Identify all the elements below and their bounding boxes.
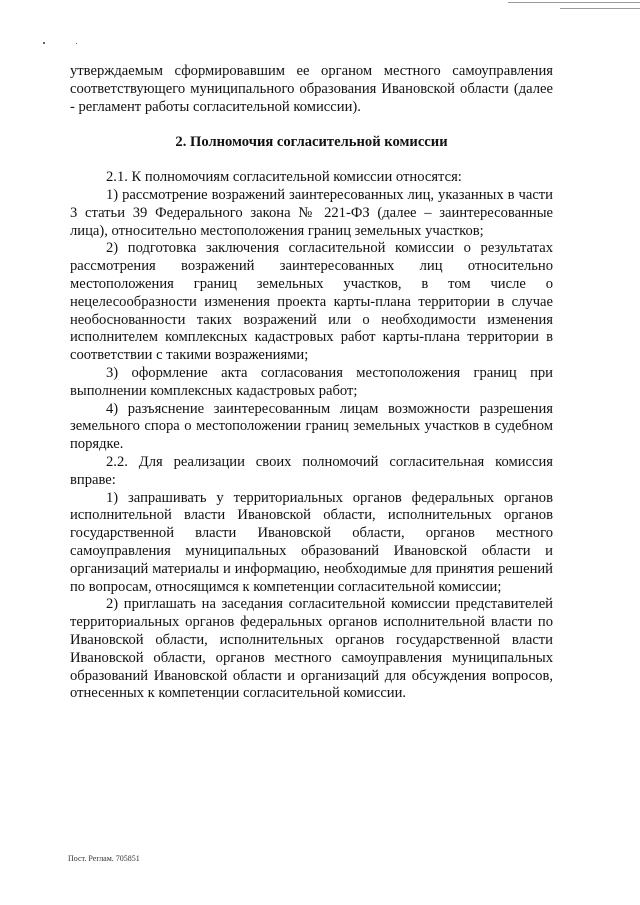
paragraph-2-1-item-3: 3) оформление акта согласования местоположения границ при выполнении комплексных кадастровых работ; <box>70 364 553 399</box>
paragraph-2-2: 2.2. Для реализации своих полномочий согласительная комиссия вправе: <box>70 453 553 488</box>
footer-note: Пост. Реглам. 705851 <box>68 854 140 863</box>
top-border-line-2 <box>560 8 640 9</box>
paragraph-2-1: 2.1. К полномочиям согласительной комиссии относятся: <box>106 169 462 186</box>
scan-speck <box>43 42 45 44</box>
section-heading: 2. Полномочия согласительной комиссии <box>175 134 448 151</box>
intro-paragraph: утверждаемым сформировавшим ее органом местного самоуправления соответствующего муниципального образования Ивановской области (далее - регламент работы согласительной комиссии). <box>70 63 553 115</box>
paragraph-2-1-item-1: 1) рассмотрение возражений заинтересованных лиц, указанных в части 3 статьи 39 Федерального закона № 221-ФЗ (далее – заинтересованные лица), относительно местоположения границ земельных участков; <box>70 186 553 239</box>
paragraph-2-2-item-1: 1) запрашивать у территориальных органов федеральных органов исполнительной власти Ивановской области, исполнительных органов государственной власти Ивановской области, органов местного самоуправления муниципальных образований Ивановской области и организаций материалы и информацию, необходимые для принятия решений по вопросам, относящимся к компетенции согласительной комиссии; <box>70 489 553 595</box>
paragraph-2-2-item-2: 2) приглашать на заседания согласительной комиссии представителей территориальных органов федеральных органов исполнительной власти по Ивановской области, исполнительных органов государственной власти Ивановской области, органов местного самоуправления муниципальных образований Ивановской области и организаций для обсуждения вопросов, отнесенных к компетенции согласительной комиссии. <box>70 596 553 702</box>
paragraph-2-1-item-2: 2) подготовка заключения согласительной комиссии о результатах рассмотрения возражений заинтересованных лиц относительно местоположения границ земельных участков, в том числе о нецелесообразности изменения проекта карты-плана территории в случае необоснованности таких возражений или о необходимости изменения исполнителем комплексных кадастровых работ карты-плана территории в соответствии с такими возражениями; <box>70 240 553 364</box>
top-border-line <box>508 2 640 3</box>
document-body <box>70 63 553 703</box>
scan-speck <box>76 43 77 44</box>
paragraph-2-1-item-4: 4) разъяснение заинтересованным лицам возможности разрешения земельного спора о местоположении границ земельных участков в судебном порядке. <box>70 400 553 453</box>
